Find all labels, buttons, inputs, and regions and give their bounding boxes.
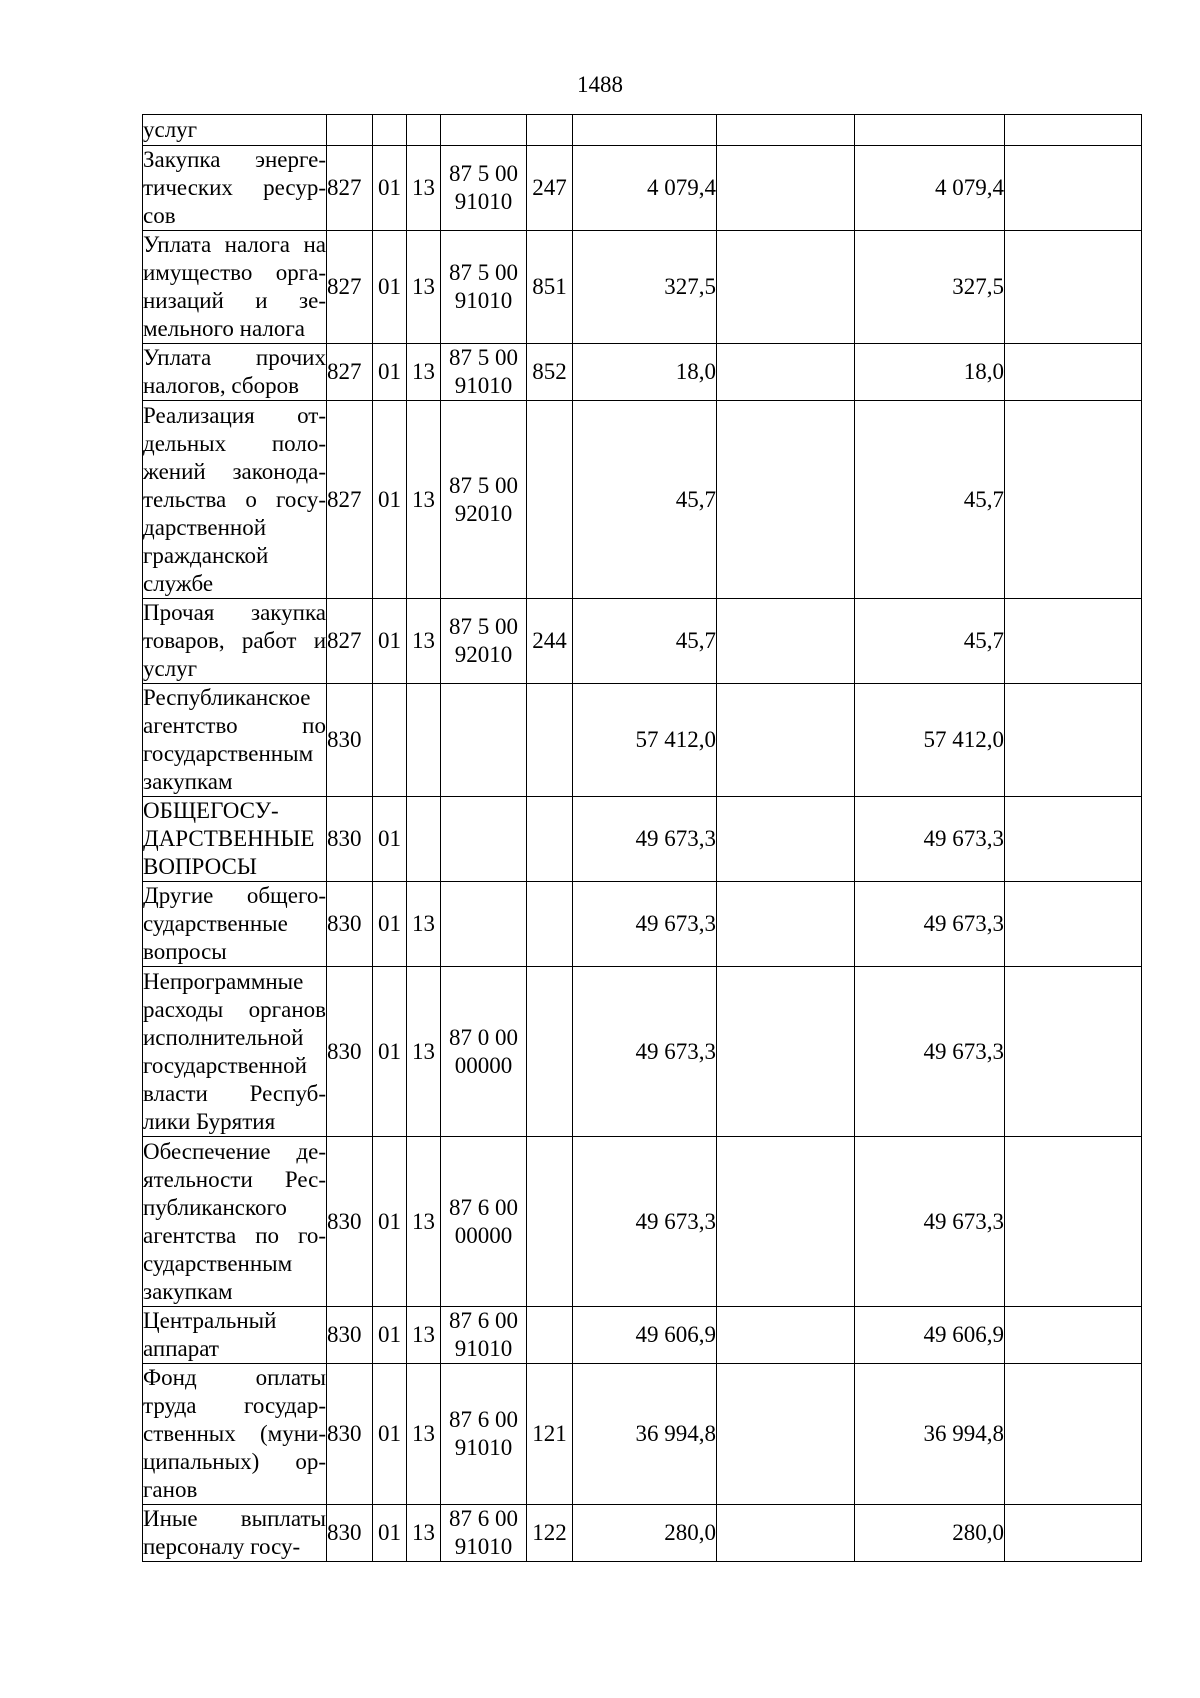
row-name: Реализация от-дельных поло-жений законода-тельства о госу-дарственной гражданской службе — [143, 401, 327, 599]
section-code: 01 — [373, 967, 407, 1137]
target-article-code — [441, 115, 527, 146]
amount-col-4 — [1005, 599, 1142, 684]
subsection-code: 13 — [407, 401, 441, 599]
amount-col-3: 49 673,3 — [855, 797, 1005, 882]
amount-col-4 — [1005, 146, 1142, 231]
subsection-code: 13 — [407, 882, 441, 967]
amount-col-2 — [717, 1364, 855, 1505]
row-name: Иные выплаты персоналу госу- — [143, 1505, 327, 1562]
expense-type-code: 852 — [527, 344, 573, 401]
amount-total: 280,0 — [573, 1505, 717, 1562]
amount-col-3: 36 994,8 — [855, 1364, 1005, 1505]
subsection-code — [407, 115, 441, 146]
amount-col-2 — [717, 882, 855, 967]
expense-type-code: 121 — [527, 1364, 573, 1505]
target-article-code: 87 0 00 00000 — [441, 967, 527, 1137]
expense-type-code — [527, 882, 573, 967]
row-name: Республиканское агентство по государственным закупкам — [143, 684, 327, 797]
amount-col-3: 57 412,0 — [855, 684, 1005, 797]
section-code: 01 — [373, 231, 407, 344]
amount-col-4 — [1005, 1307, 1142, 1364]
target-article-code: 87 6 00 91010 — [441, 1307, 527, 1364]
budget-table — [142, 114, 1142, 1562]
table-row — [143, 967, 1142, 1137]
subsection-code — [407, 684, 441, 797]
ved-code: 830 — [327, 882, 373, 967]
amount-col-3: 49 606,9 — [855, 1307, 1005, 1364]
subsection-code: 13 — [407, 967, 441, 1137]
section-code — [373, 115, 407, 146]
amount-col-4 — [1005, 231, 1142, 344]
target-article-code: 87 6 00 91010 — [441, 1364, 527, 1505]
amount-col-3: 4 079,4 — [855, 146, 1005, 231]
target-article-code: 87 5 00 92010 — [441, 401, 527, 599]
target-article-code — [441, 882, 527, 967]
amount-col-4 — [1005, 1364, 1142, 1505]
subsection-code: 13 — [407, 231, 441, 344]
amount-col-2 — [717, 1307, 855, 1364]
amount-col-2 — [717, 797, 855, 882]
target-article-code: 87 5 00 91010 — [441, 344, 527, 401]
ved-code: 830 — [327, 1364, 373, 1505]
ved-code: 830 — [327, 684, 373, 797]
table-row — [143, 797, 1142, 882]
amount-col-3: 18,0 — [855, 344, 1005, 401]
ved-code: 827 — [327, 231, 373, 344]
section-code: 01 — [373, 1137, 407, 1307]
amount-total: 4 079,4 — [573, 146, 717, 231]
section-code: 01 — [373, 1307, 407, 1364]
table-row — [143, 115, 1142, 146]
ved-code: 830 — [327, 797, 373, 882]
amount-col-3: 49 673,3 — [855, 1137, 1005, 1307]
amount-col-2 — [717, 967, 855, 1137]
amount-col-4 — [1005, 115, 1142, 146]
section-code: 01 — [373, 1505, 407, 1562]
expense-type-code — [527, 401, 573, 599]
amount-col-4 — [1005, 1505, 1142, 1562]
amount-col-4 — [1005, 684, 1142, 797]
amount-total: 327,5 — [573, 231, 717, 344]
subsection-code: 13 — [407, 1137, 441, 1307]
expense-type-code: 122 — [527, 1505, 573, 1562]
amount-col-2 — [717, 115, 855, 146]
ved-code: 830 — [327, 1307, 373, 1364]
table-row — [143, 1307, 1142, 1364]
target-article-code — [441, 684, 527, 797]
table-row — [143, 146, 1142, 231]
section-code: 01 — [373, 401, 407, 599]
amount-col-2 — [717, 344, 855, 401]
ved-code: 827 — [327, 344, 373, 401]
row-name: Обеспечение де-ятельности Рес-публиканского агентства по го-сударственным закупкам — [143, 1137, 327, 1307]
amount-col-3 — [855, 115, 1005, 146]
expense-type-code — [527, 115, 573, 146]
subsection-code: 13 — [407, 344, 441, 401]
subsection-code: 13 — [407, 1307, 441, 1364]
amount-col-4 — [1005, 1137, 1142, 1307]
amount-col-2 — [717, 1505, 855, 1562]
expense-type-code: 244 — [527, 599, 573, 684]
amount-total: 45,7 — [573, 599, 717, 684]
expense-type-code — [527, 797, 573, 882]
table-row — [143, 401, 1142, 599]
row-name: услуг — [143, 115, 327, 146]
ved-code: 827 — [327, 401, 373, 599]
target-article-code: 87 6 00 91010 — [441, 1505, 527, 1562]
target-article-code: 87 5 00 91010 — [441, 146, 527, 231]
amount-col-4 — [1005, 344, 1142, 401]
ved-code: 827 — [327, 599, 373, 684]
table-row — [143, 1505, 1142, 1562]
expense-type-code — [527, 1137, 573, 1307]
ved-code: 830 — [327, 1505, 373, 1562]
expense-type-code: 851 — [527, 231, 573, 344]
amount-col-2 — [717, 684, 855, 797]
amount-col-3: 49 673,3 — [855, 967, 1005, 1137]
amount-total: 45,7 — [573, 401, 717, 599]
subsection-code — [407, 797, 441, 882]
table-row — [143, 882, 1142, 967]
amount-col-4 — [1005, 882, 1142, 967]
amount-total — [573, 115, 717, 146]
amount-col-3: 280,0 — [855, 1505, 1005, 1562]
amount-col-4 — [1005, 967, 1142, 1137]
expense-type-code: 247 — [527, 146, 573, 231]
amount-col-3: 45,7 — [855, 599, 1005, 684]
table-row — [143, 231, 1142, 344]
ved-code: 830 — [327, 1137, 373, 1307]
table-row — [143, 684, 1142, 797]
section-code: 01 — [373, 797, 407, 882]
row-name: Прочая закупка товаров, работ и услуг — [143, 599, 327, 684]
target-article-code: 87 5 00 92010 — [441, 599, 527, 684]
section-code: 01 — [373, 1364, 407, 1505]
ved-code: 827 — [327, 146, 373, 231]
amount-total: 49 673,3 — [573, 882, 717, 967]
target-article-code: 87 6 00 00000 — [441, 1137, 527, 1307]
amount-col-2 — [717, 1137, 855, 1307]
amount-total: 49 673,3 — [573, 797, 717, 882]
expense-type-code — [527, 967, 573, 1137]
amount-total: 49 673,3 — [573, 967, 717, 1137]
subsection-code: 13 — [407, 599, 441, 684]
amount-col-3: 45,7 — [855, 401, 1005, 599]
ved-code: 830 — [327, 967, 373, 1137]
page-number: 1488 — [577, 72, 623, 97]
table-row — [143, 599, 1142, 684]
expense-type-code — [527, 1307, 573, 1364]
amount-total: 49 606,9 — [573, 1307, 717, 1364]
table-row — [143, 1137, 1142, 1307]
table-row — [143, 1364, 1142, 1505]
subsection-code: 13 — [407, 146, 441, 231]
row-name: Непрограммные расходы органов исполнительной государственной власти Респуб-лики Бурятия — [143, 967, 327, 1137]
amount-col-3: 49 673,3 — [855, 882, 1005, 967]
amount-col-3: 327,5 — [855, 231, 1005, 344]
row-name: Закупка энерге-тических ресур-сов — [143, 146, 327, 231]
row-name: Уплата прочих налогов, сборов — [143, 344, 327, 401]
row-name: ОБЩЕГОСУ-ДАРСТВЕННЫЕ ВОПРОСЫ — [143, 797, 327, 882]
amount-col-2 — [717, 231, 855, 344]
expense-type-code — [527, 684, 573, 797]
amount-total: 18,0 — [573, 344, 717, 401]
target-article-code — [441, 797, 527, 882]
row-name: Фонд оплаты труда государ-ственных (муни-ципальных) ор-ганов — [143, 1364, 327, 1505]
ved-code — [327, 115, 373, 146]
subsection-code: 13 — [407, 1505, 441, 1562]
amount-col-2 — [717, 599, 855, 684]
amount-col-2 — [717, 146, 855, 231]
amount-total: 57 412,0 — [573, 684, 717, 797]
row-name: Другие общего-сударственные вопросы — [143, 882, 327, 967]
amount-col-2 — [717, 401, 855, 599]
section-code: 01 — [373, 882, 407, 967]
amount-col-4 — [1005, 401, 1142, 599]
amount-col-4 — [1005, 797, 1142, 882]
section-code: 01 — [373, 599, 407, 684]
section-code: 01 — [373, 146, 407, 231]
target-article-code: 87 5 00 91010 — [441, 231, 527, 344]
amount-total: 49 673,3 — [573, 1137, 717, 1307]
row-name: Уплата налога на имущество орга-низаций и зе-мельного налога — [143, 231, 327, 344]
amount-total: 36 994,8 — [573, 1364, 717, 1505]
section-code — [373, 684, 407, 797]
table-body — [143, 115, 1142, 1562]
table-row — [143, 344, 1142, 401]
row-name: Центральный аппарат — [143, 1307, 327, 1364]
subsection-code: 13 — [407, 1364, 441, 1505]
section-code: 01 — [373, 344, 407, 401]
